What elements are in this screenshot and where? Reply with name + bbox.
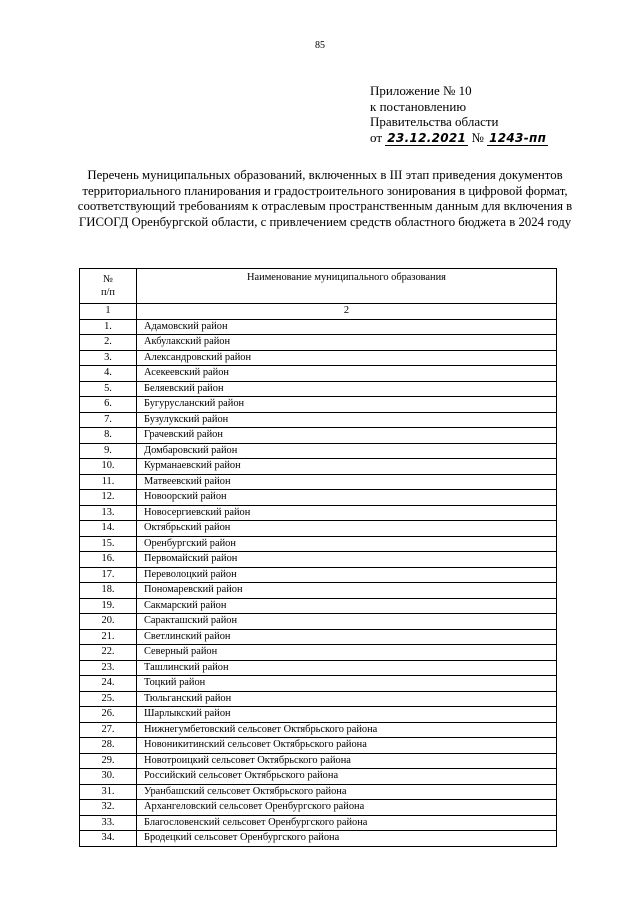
- row-municipality-name: Ташлинский район: [137, 660, 557, 676]
- row-municipality-name: Нижнегумбетовский сельсовет Октябрьского района: [137, 722, 557, 738]
- row-number: 27.: [80, 722, 137, 738]
- row-number: 7.: [80, 412, 137, 428]
- row-municipality-name: Акбулакский район: [137, 335, 557, 351]
- row-municipality-name: Северный район: [137, 645, 557, 661]
- row-number: 10.: [80, 459, 137, 475]
- row-number: 4.: [80, 366, 137, 382]
- row-number: 25.: [80, 691, 137, 707]
- table-row: [80, 598, 557, 614]
- row-number: 23.: [80, 660, 137, 676]
- table-row: [80, 691, 557, 707]
- row-municipality-name: Александровский район: [137, 350, 557, 366]
- table-body: [80, 319, 557, 846]
- table-row: [80, 412, 557, 428]
- table-row: [80, 583, 557, 599]
- table-row: [80, 521, 557, 537]
- table-row: [80, 753, 557, 769]
- row-number: 2.: [80, 335, 137, 351]
- header-number-sign: №: [103, 274, 113, 285]
- header-number: [80, 269, 137, 304]
- table-row: [80, 645, 557, 661]
- row-number: 18.: [80, 583, 137, 599]
- row-number: 14.: [80, 521, 137, 537]
- row-municipality-name: Светлинский район: [137, 629, 557, 645]
- row-municipality-name: Адамовский район: [137, 319, 557, 335]
- row-number: 29.: [80, 753, 137, 769]
- header-name: Наименование муниципального образования: [137, 269, 557, 304]
- row-number: 15.: [80, 536, 137, 552]
- row-number: 31.: [80, 784, 137, 800]
- table-row: [80, 366, 557, 382]
- row-municipality-name: Переволоцкий район: [137, 567, 557, 583]
- row-municipality-name: Архангеловский сельсовет Оренбургского района: [137, 800, 557, 816]
- row-number: 13.: [80, 505, 137, 521]
- table-row: [80, 505, 557, 521]
- table-row: [80, 676, 557, 692]
- row-municipality-name: Матвеевский район: [137, 474, 557, 490]
- row-municipality-name: Оренбургский район: [137, 536, 557, 552]
- number-sign: №: [471, 129, 484, 145]
- table-row: [80, 784, 557, 800]
- table-row: [80, 397, 557, 413]
- row-number: 3.: [80, 350, 137, 366]
- row-municipality-name: Новоникитинский сельсовет Октябрьского района: [137, 738, 557, 754]
- row-number: 33.: [80, 815, 137, 831]
- table-row: [80, 722, 557, 738]
- header-number-pp: п/п: [100, 287, 115, 298]
- row-number: 24.: [80, 676, 137, 692]
- table-row: [80, 769, 557, 785]
- appendix-government: Правительства области: [370, 114, 499, 129]
- row-number: 30.: [80, 769, 137, 785]
- table-header-row: [80, 269, 557, 304]
- row-number: 1.: [80, 319, 137, 335]
- page-number: 85: [315, 40, 325, 51]
- row-municipality-name: Асекеевский район: [137, 366, 557, 382]
- row-number: 19.: [80, 598, 137, 614]
- row-municipality-name: Тоцкий район: [137, 676, 557, 692]
- appendix-title: Приложение № 10: [370, 83, 472, 98]
- row-municipality-name: Саракташский район: [137, 614, 557, 630]
- table-row: [80, 350, 557, 366]
- row-number: 21.: [80, 629, 137, 645]
- table-row: [80, 381, 557, 397]
- row-municipality-name: Шарлыкский район: [137, 707, 557, 723]
- row-municipality-name: Новосергиевский район: [137, 505, 557, 521]
- table-row: [80, 800, 557, 816]
- row-municipality-name: Бродецкий сельсовет Оренбургского района: [137, 831, 557, 847]
- row-municipality-name: Октябрьский район: [137, 521, 557, 537]
- row-number: 9.: [80, 443, 137, 459]
- row-municipality-name: Курманаевский район: [137, 459, 557, 475]
- row-municipality-name: Домбаровский район: [137, 443, 557, 459]
- row-number: 12.: [80, 490, 137, 506]
- table-row: [80, 707, 557, 723]
- table-row: [80, 428, 557, 444]
- row-number: 8.: [80, 428, 137, 444]
- row-number: 17.: [80, 567, 137, 583]
- row-number: 20.: [80, 614, 137, 630]
- row-municipality-name: Беляевский район: [137, 381, 557, 397]
- table-row: [80, 536, 557, 552]
- table-row: [80, 335, 557, 351]
- document-title: Перечень муниципальных образований, включенных в III этап приведения документов территориального планирования и градостроительного зонирования в цифровой формат, соответствующий требованиям к отраслевым пространственным данным для включения в ГИСОГД Оренбургской области, с привлечением средств областного бюджета в 2024 году: [77, 168, 573, 229]
- table-row: [80, 443, 557, 459]
- row-municipality-name: Новоорский район: [137, 490, 557, 506]
- table-row: [80, 629, 557, 645]
- table-row: [80, 738, 557, 754]
- row-number: 22.: [80, 645, 137, 661]
- row-municipality-name: Грачевский район: [137, 428, 557, 444]
- table-row: [80, 459, 557, 475]
- row-municipality-name: Первомайский район: [137, 552, 557, 568]
- table-row: [80, 614, 557, 630]
- table-row: [80, 474, 557, 490]
- row-number: 32.: [80, 800, 137, 816]
- table-row: [80, 567, 557, 583]
- appendix-date-number-line: [370, 130, 548, 146]
- row-number: 28.: [80, 738, 137, 754]
- table-row: [80, 490, 557, 506]
- date-prefix: от: [370, 129, 383, 145]
- row-number: 6.: [80, 397, 137, 413]
- row-number: 26.: [80, 707, 137, 723]
- row-number: 34.: [80, 831, 137, 847]
- row-municipality-name: Бугурусланский район: [137, 397, 557, 413]
- index-col-2: 2: [137, 304, 557, 320]
- date-handwritten: 23.12.2021: [387, 130, 467, 145]
- appendix-block: [370, 83, 548, 146]
- row-municipality-name: Бузулукский район: [137, 412, 557, 428]
- row-municipality-name: Благословенский сельсовет Оренбургского района: [137, 815, 557, 831]
- row-municipality-name: Уранбашский сельсовет Октябрьского района: [137, 784, 557, 800]
- row-municipality-name: Тюльганский район: [137, 691, 557, 707]
- row-municipality-name: Новотроицкий сельсовет Октябрьского района: [137, 753, 557, 769]
- municipalities-table: [79, 268, 557, 847]
- row-municipality-name: Пономаревский район: [137, 583, 557, 599]
- row-municipality-name: Российский сельсовет Октябрьского района: [137, 769, 557, 785]
- table-row: [80, 319, 557, 335]
- row-municipality-name: Сакмарский район: [137, 598, 557, 614]
- number-handwritten: 1243-пп: [489, 130, 547, 145]
- table-row: [80, 660, 557, 676]
- index-col-1: 1: [80, 304, 137, 320]
- table-row: [80, 552, 557, 568]
- table-row: [80, 815, 557, 831]
- appendix-decree-ref: к постановлению: [370, 98, 467, 114]
- table-row: [80, 831, 557, 847]
- row-number: 5.: [80, 381, 137, 397]
- row-number: 11.: [80, 474, 137, 490]
- row-number: 16.: [80, 552, 137, 568]
- table-index-row: [80, 304, 557, 320]
